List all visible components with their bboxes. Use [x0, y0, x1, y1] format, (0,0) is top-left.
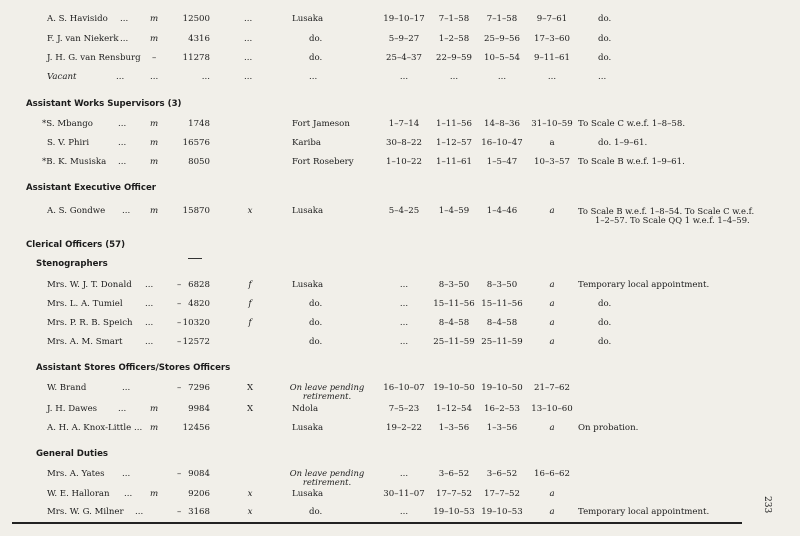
- class: f: [248, 318, 252, 328]
- leader-dots: ...: [122, 383, 131, 393]
- leader-dots: ...: [244, 72, 253, 82]
- station: Kariba: [292, 138, 322, 148]
- station: do.: [309, 34, 323, 44]
- date-4: 9–11–61: [534, 53, 570, 63]
- class: f: [248, 280, 252, 290]
- leader-dots: ...: [145, 280, 154, 290]
- date-2: 19–10–50: [433, 383, 475, 393]
- date-4: a: [549, 299, 555, 309]
- date-1: 1–10–22: [386, 157, 422, 167]
- date-3: 19–10–53: [481, 507, 523, 517]
- table-row: [0, 12, 760, 26]
- leader-dots: ...: [122, 469, 131, 479]
- date-3: 8–4–58: [486, 318, 518, 328]
- station-note: On leave pending: [289, 382, 365, 392]
- table-row: [0, 70, 760, 84]
- station: do.: [309, 318, 323, 328]
- date-4: a: [549, 280, 555, 290]
- date-3: 14–8–36: [484, 119, 520, 129]
- date-1: 1–7–14: [388, 119, 420, 129]
- station: Lusaka: [292, 280, 324, 290]
- number: 12500: [182, 14, 210, 24]
- code: –: [177, 507, 182, 517]
- station: Lusaka: [292, 423, 324, 433]
- officer-name: S. V. Phiri: [47, 138, 90, 148]
- table-row: [0, 155, 760, 169]
- remarks: do.: [598, 14, 612, 24]
- number: 12456: [182, 423, 210, 433]
- code: ...: [150, 72, 159, 82]
- date-4: a: [549, 423, 555, 433]
- code: –: [152, 53, 157, 63]
- date-3: 10–5–54: [484, 53, 520, 63]
- station: Lusaka: [292, 206, 324, 216]
- table-row: [0, 335, 760, 349]
- date-2: 7–1–58: [438, 14, 470, 24]
- class: x: [247, 206, 253, 216]
- date-3: 25–9–56: [484, 34, 520, 44]
- date-2: 19–10–53: [433, 507, 475, 517]
- date-1: 16–10–07: [383, 383, 425, 393]
- table-row: [0, 381, 760, 395]
- station: do.: [309, 299, 323, 309]
- date-1: ...: [399, 299, 409, 309]
- officer-name: A. H. A. Knox-Little: [47, 423, 132, 433]
- bottom-rule: [12, 522, 742, 524]
- date-3: 25–11–59: [481, 337, 523, 347]
- date-4: ...: [547, 72, 557, 82]
- station: Ndola: [292, 404, 319, 414]
- number: 9206: [188, 489, 210, 499]
- date-1: ...: [399, 507, 409, 517]
- date-3: 3–6–52: [486, 469, 518, 479]
- table-row: [0, 117, 760, 131]
- number: 4820: [188, 299, 210, 309]
- leader-dots: ...: [244, 14, 253, 24]
- code: –: [177, 318, 182, 328]
- dash-mark: [188, 258, 202, 259]
- number: 10320: [182, 318, 210, 328]
- remarks: do. 1–9–61.: [598, 138, 648, 148]
- date-1: 19–2–22: [386, 423, 422, 433]
- station-note: retirement.: [302, 477, 352, 487]
- number: 4316: [188, 34, 210, 44]
- date-4: 31–10–59: [531, 119, 573, 129]
- date-3: 19–10–50: [481, 383, 523, 393]
- date-2: 8–4–58: [438, 318, 470, 328]
- page-number: 233: [762, 496, 772, 514]
- station: do.: [309, 337, 323, 347]
- section-heading: Clerical Officers (57): [26, 240, 126, 250]
- class: f: [248, 299, 252, 309]
- station-note: retirement.: [302, 391, 352, 401]
- number: 1748: [188, 119, 210, 129]
- code: m: [150, 404, 159, 414]
- date-3: 1–3–56: [486, 423, 518, 433]
- station: Fort Rosebery: [292, 157, 354, 167]
- code: m: [150, 489, 159, 499]
- leader-dots: ...: [118, 138, 127, 148]
- officer-name: Mrs. W. G. Milner: [47, 507, 124, 517]
- date-1: 25–4–37: [386, 53, 422, 63]
- table-row: [0, 32, 760, 46]
- class: X: [246, 404, 254, 414]
- date-2: 1–2–58: [438, 34, 470, 44]
- officer-name: Mrs. L. A. Tumiel: [47, 299, 123, 309]
- number: 16576: [182, 138, 210, 148]
- officer-name: W. E. Halloran: [47, 489, 110, 499]
- remarks: do.: [598, 53, 612, 63]
- date-3: 1–4–46: [486, 206, 518, 216]
- date-4: a: [549, 318, 555, 328]
- date-2: 1–11–61: [436, 157, 472, 167]
- leader-dots: ...: [118, 157, 127, 167]
- officer-name: W. Brand: [47, 383, 87, 393]
- code: –: [177, 383, 182, 393]
- number: 9984: [188, 404, 210, 414]
- date-4: 9–7–61: [536, 14, 568, 24]
- section-subheading: General Duties: [36, 449, 109, 459]
- date-2: 25–11–59: [433, 337, 475, 347]
- table-row: [0, 421, 760, 435]
- remarks: do.: [598, 337, 612, 347]
- station: ...: [309, 72, 318, 82]
- date-3: 1–5–47: [486, 157, 518, 167]
- leader-dots: ...: [134, 423, 143, 433]
- officer-name: J. H. G. van Rensburg: [47, 53, 141, 63]
- date-4: a: [549, 138, 555, 148]
- section-subheading: Stenographers: [36, 259, 108, 269]
- date-1: 7–5–23: [388, 404, 420, 414]
- code: m: [150, 423, 159, 433]
- number: 7296: [188, 383, 210, 393]
- number: 9084: [188, 469, 210, 479]
- section-subheading: Assistant Stores Officers/Stores Officers: [36, 363, 231, 373]
- number: 15870: [182, 206, 210, 216]
- station: Lusaka: [292, 489, 324, 499]
- date-3: ...: [497, 72, 507, 82]
- officer-name: F. J. van Niekerk: [47, 34, 119, 44]
- date-1: ...: [399, 337, 409, 347]
- table-row: [0, 402, 760, 416]
- code: –: [177, 469, 182, 479]
- date-2: 1–11–56: [436, 119, 472, 129]
- date-2: ...: [449, 72, 459, 82]
- date-4: 21–7–62: [534, 383, 570, 393]
- number: 11278: [182, 53, 210, 63]
- remarks: Temporary local appointment.: [578, 507, 710, 517]
- date-2: 1–3–56: [438, 423, 470, 433]
- code: –: [177, 299, 182, 309]
- code: m: [150, 119, 159, 129]
- remarks: do.: [598, 299, 612, 309]
- table-row: [0, 487, 760, 501]
- date-2: 1–12–54: [436, 404, 472, 414]
- officer-name: *S. Mbango: [42, 119, 93, 129]
- officer-name: A. S. Havisido: [47, 14, 108, 24]
- table-row: [0, 51, 760, 65]
- date-3: 7–1–58: [486, 14, 518, 24]
- remarks: To Scale B w.e.f. 1–9–61.: [578, 157, 685, 167]
- date-2: 15–11–56: [433, 299, 475, 309]
- leader-dots: ...: [122, 206, 131, 216]
- leader-dots: ...: [118, 119, 127, 129]
- date-1: ...: [399, 318, 409, 328]
- date-1: 19–10–17: [383, 14, 425, 24]
- leader-dots: ...: [244, 34, 253, 44]
- table-row: [0, 136, 760, 150]
- number: ...: [201, 72, 210, 82]
- leader-dots: ...: [120, 14, 129, 24]
- date-2: 8–3–50: [438, 280, 470, 290]
- leader-dots: ...: [145, 299, 154, 309]
- remarks: To Scale B w.e.f. 1–8–54. To Scale C w.e.f.: [578, 206, 755, 216]
- date-4: a: [549, 489, 555, 499]
- number: 3168: [188, 507, 210, 517]
- date-1: 30–8–22: [386, 138, 422, 148]
- date-3: 8–3–50: [486, 280, 518, 290]
- table-row: [0, 467, 760, 481]
- station: do.: [309, 507, 323, 517]
- station: Fort Jameson: [292, 119, 350, 129]
- code: m: [150, 14, 159, 24]
- number: 6828: [188, 280, 210, 290]
- class: x: [247, 489, 253, 499]
- leader-dots: ...: [116, 72, 125, 82]
- station-note: On leave pending: [289, 468, 365, 478]
- officer-name: Mrs. P. R. B. Speich: [47, 318, 133, 328]
- remarks: Temporary local appointment.: [578, 280, 710, 290]
- number: 12572: [182, 337, 210, 347]
- officer-name: J. H. Dawes: [47, 404, 98, 414]
- officer-name: Mrs. A. M. Smart: [47, 337, 123, 347]
- date-3: 16–2–53: [484, 404, 520, 414]
- section-heading: Assistant Executive Officer: [26, 183, 157, 193]
- date-2: 3–6–52: [438, 469, 470, 479]
- remarks: do.: [598, 318, 612, 328]
- code: m: [150, 157, 159, 167]
- code: –: [177, 280, 182, 290]
- leader-dots: ...: [244, 53, 253, 63]
- officer-name: *B. K. Musiska: [42, 157, 107, 167]
- code: m: [150, 34, 159, 44]
- date-4: 17–3–60: [534, 34, 570, 44]
- officer-name: Mrs. A. Yates: [47, 469, 105, 479]
- date-2: 1–12–57: [436, 138, 472, 148]
- leader-dots: ...: [124, 489, 133, 499]
- officer-name: A. S. Gondwe: [47, 206, 106, 216]
- leader-dots: ...: [145, 318, 154, 328]
- date-3: 16–10–47: [481, 138, 523, 148]
- date-4: 13–10–60: [531, 404, 573, 414]
- remarks: do.: [598, 34, 612, 44]
- remarks: On probation.: [578, 423, 639, 433]
- leader-dots: ...: [118, 404, 127, 414]
- date-4: a: [549, 337, 555, 347]
- date-1: ...: [399, 280, 409, 290]
- date-3: 15–11–56: [481, 299, 523, 309]
- table-row: [0, 297, 760, 311]
- date-4: 16–6–62: [534, 469, 570, 479]
- code: m: [150, 138, 159, 148]
- date-1: 30–11–07: [383, 489, 425, 499]
- date-4: a: [549, 206, 555, 216]
- date-1: ...: [399, 72, 409, 82]
- code: –: [177, 337, 182, 347]
- class: x: [247, 507, 253, 517]
- date-1: 5–4–25: [388, 206, 420, 216]
- number: 8050: [188, 157, 210, 167]
- date-2: 22–9–59: [436, 53, 472, 63]
- date-1: ...: [399, 469, 409, 479]
- table-row: [0, 505, 760, 519]
- class: X: [246, 383, 254, 393]
- officer-name: Vacant: [47, 72, 77, 82]
- table-row: [0, 316, 760, 330]
- remarks: To Scale C w.e.f. 1–8–58.: [578, 119, 686, 129]
- leader-dots: ...: [135, 507, 144, 517]
- date-4: a: [549, 507, 555, 517]
- date-3: 17–7–52: [484, 489, 520, 499]
- code: m: [150, 206, 159, 216]
- table-row: [0, 278, 760, 292]
- date-1: 5–9–27: [388, 34, 420, 44]
- remarks: 1–2–57. To Scale QQ 1 w.e.f. 1–4–59.: [595, 215, 750, 225]
- station: do.: [309, 53, 323, 63]
- leader-dots: ...: [120, 34, 129, 44]
- station: Lusaka: [292, 14, 324, 24]
- leader-dots: ...: [145, 337, 154, 347]
- remarks: ...: [598, 72, 607, 82]
- date-4: 10–3–57: [534, 157, 570, 167]
- officer-name: Mrs. W. J. T. Donald: [47, 280, 132, 290]
- section-heading: Assistant Works Supervisors (3): [26, 99, 182, 109]
- date-2: 17–7–52: [436, 489, 472, 499]
- date-2: 1–4–59: [438, 206, 470, 216]
